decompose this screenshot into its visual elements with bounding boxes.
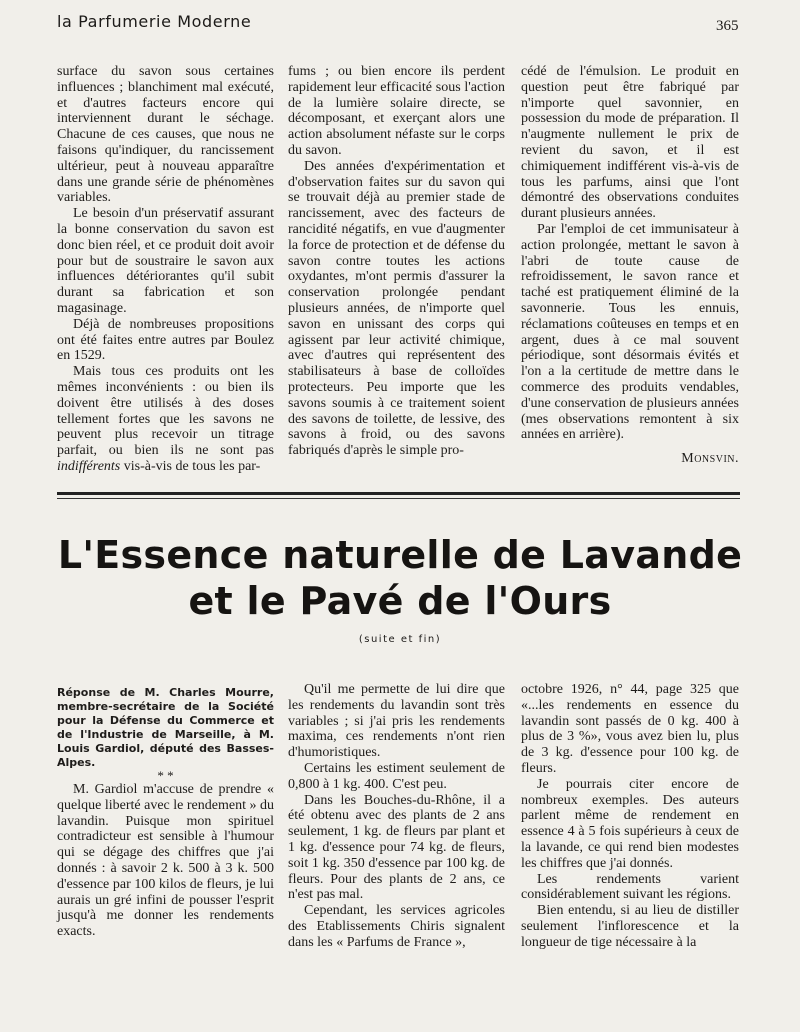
article-subtitle: (suite et fin) (358, 634, 442, 645)
paragraph: octobre 1926, n° 44, page 325 que «...les rendements en essence du lavandin sont passés de 0 kg. 400 à plus de 3 %», vous avez bien lu, plus de 3 kg. d'essence pour 100 kg. de fleurs. (521, 682, 739, 776)
paragraph: Des années d'expérimentation et d'observation faites sur du savon qui se trouvait déjà au premier stade de rancissement, avec des facteurs de rancidité négatifs, en vue d'augmenter la force de protection et de défense du savon contre toutes les actions oxydantes, m'ont permis d'assurer la conservation prolongée pendant plusieurs années, de n'importe quel savon en unissant des corps qui agissent par leur activité chimique, avec d'autres qui représentent des stabilisateurs à base de colloïdes protecteurs. Peu importe que les savons soumis à ce traitement soient des savons de toilette, de lessive, des savons à froid, ou des savons fabriqués d'après le simple pro- (288, 158, 505, 459)
paragraph: surface du savon sous certaines influences ; blanchiment mal exécuté, et d'autres facteurs encore qui interviennent durant le séchage. Chacune de ces causes, que nous ne faisons qu'indiquer, du rancissement ultérieur, peut à nouveau apparaître dans une grande série de phénomènes variables. (57, 64, 274, 206)
top-column-1 (57, 64, 274, 475)
paragraph: Les rendements varient considérablement suivant les régions. (521, 871, 739, 903)
asterism-separator: * * (157, 768, 174, 783)
paragraph: Cependant, les services agricoles des Etablissements Chiris signalent dans les « Parfums de France », (288, 903, 505, 950)
article-column-1 (57, 686, 274, 940)
paragraph: M. Gardiol m'accuse de prendre « quelque liberté avec le rendement » du lavandin. Puisque mon spirituel contradicteur est sensible à l'humour qui se dégage des chiffres que j'ai donnés : à savoir 2 k. 500 à 3 k. 500 d'essence par 100 kilos de fleurs, je lui aurais un gré infini de pousser l'esprit jusqu'à me donner les rendements exacts. (57, 782, 274, 940)
paragraph: Le besoin d'un préservatif assurant la bonne conservation du savon est donc bien réel, et ce produit doit avoir pour but de soustraire le savon aux influences détériorantes qu'il subit durant sa fabrication et son magasinage. (57, 206, 274, 316)
article-title-line-2: et le Pavé de l'Ours (188, 579, 612, 623)
article-title-line-1: L'Essence naturelle de Lavande (57, 533, 743, 577)
paragraph: Déjà de nombreuses propositions ont été faites entre autres par Boulez en 1529. (57, 316, 274, 364)
article-column-2 (288, 682, 505, 951)
paragraph: fums ; ou bien encore ils perdent rapidement leur efficacité sous l'action de la lumière solaire directe, se décomposant, et exerçant alors une action absolument néfaste sur le corps du savon. (288, 64, 505, 158)
author-signature: Monsvin. (681, 451, 739, 467)
emphasis-text: indifférents (57, 458, 121, 474)
paragraph: Certains les estiment seulement de 0,800 à 1 kg. 400. C'est peu. (288, 760, 505, 792)
paragraph: cédé de l'émulsion. Le produit en question peut être fabriqué par n'importe quel savonnier, en possession du mode de préparation. Il n'augmente nullement le prix de revient du savon, et il est chimiquement indifférent vis-à-vis de tous les parfums, ainsi que l'ont démontré des observations conduites durant plusieurs années. (521, 64, 739, 222)
section-divider-thin (57, 498, 740, 499)
running-head: la Parfumerie Moderne (57, 12, 252, 31)
paragraph: Par l'emploi de cet immunisateur à action prolongée, mettant le savon à l'abri de toute cause de refroidissement, le savon rance et taché est pratiquement éliminé de la savonnerie. Tous les ennuis, réclamations coûteuses en temps et en argent, dues à ce mal souvent périodique, sont désormais évités et l'on a la certitude de mettre dans le commerce des produits vendables, d'une conservation de plusieurs années (mes observations remontent à six années en arrière). (521, 221, 739, 443)
article-intro: Réponse de M. Charles Mourre, membre-secrétaire de la Société pour la Défense du Commerce et de l'Industrie de Marseille, à M. Louis Gardiol, député des Basses-Alpes. (57, 686, 274, 769)
article-title (40, 532, 760, 624)
paragraph: Dans les Bouches-du-Rhône, il a été obtenu avec des plants de 2 ans seulement, 1 kg. de fleurs par plant et 1 kg. d'essence pour 74 kg. de fleurs, soit 1 kg. 350 d'essence par 100 kg. de fleurs. Pour des plants de 2 ans, ce n'est pas mal. (288, 792, 505, 903)
article-column-3 (521, 682, 739, 951)
top-column-3 (521, 64, 739, 467)
paragraph: Je pourrais citer encore de nombreux exemples. Des auteurs parlent même de rendement en essence 4 à 5 fois supérieurs à ceux de la lavande, ce qui rend bien modestes les chiffres que j'ai donnés. (521, 776, 739, 871)
section-divider-thick (57, 492, 740, 495)
top-column-2 (288, 64, 505, 459)
paragraph: Bien entendu, si au lieu de distiller seulement l'inflorescence et la longueur de tige nécessaire à la (521, 903, 739, 950)
paragraph-tail: vis-à-vis de tous les par- (120, 458, 261, 474)
paragraph-text: Mais tous ces produits ont les mêmes inconvénients : ou bien ils doivent être utilisés à des doses tellement fortes que les savons ne peuvent plus recevoir un titrage parfait, ou bien ils ne sont pas (57, 364, 274, 459)
paragraph-with-emphasis (57, 364, 274, 475)
paragraph: Qu'il me permette de lui dire que les rendements du lavandin sont très variables ; si j'ai pris les rendements maxima, ces rendements n'ont rien d'humoristiques. (288, 682, 505, 761)
page-number: 365 (716, 18, 739, 34)
